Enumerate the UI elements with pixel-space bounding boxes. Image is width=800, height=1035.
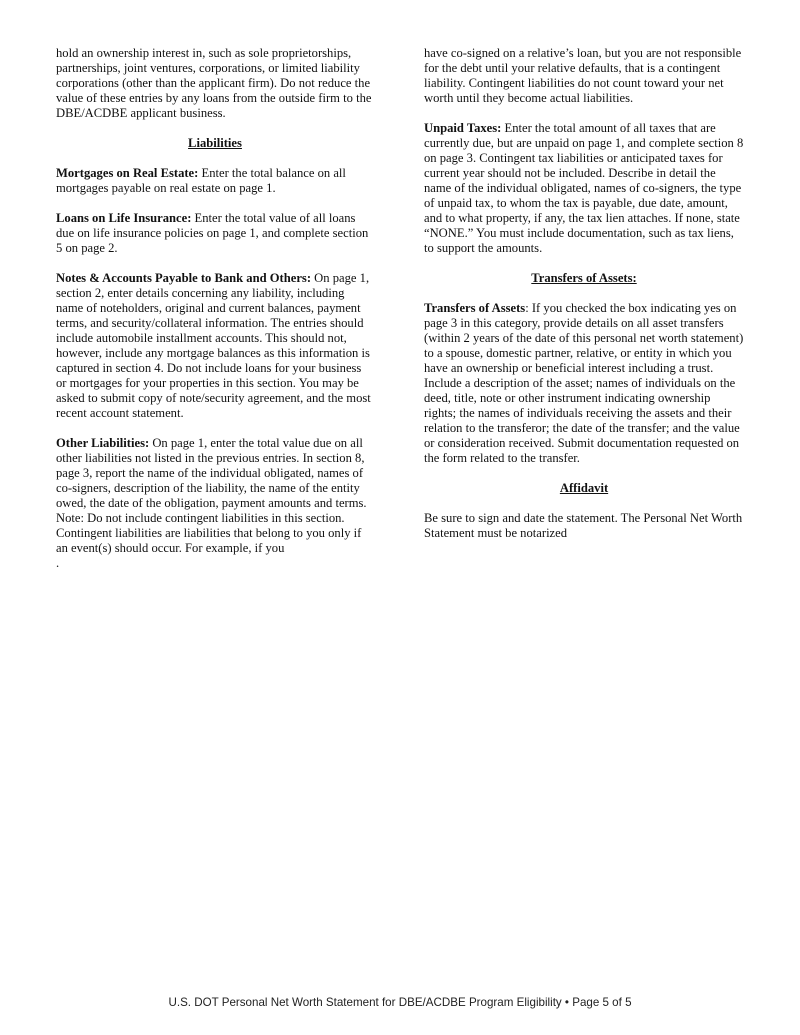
unpaid-taxes-text: Enter the total amount of all taxes that are currently due, but are unpaid on page 1, and complete section 8 on page 3. Contingent tax liabilities or anticipated taxes for current year should not be included. Describe in detail the name of the individual obligated, names of co-signers, the type of unpaid tax, to whom the tax is payable, due date, amount, and to what property, if any, the tax lien attaches. If none, state “NONE.” You must include documentation, such as tax liens, to support the amounts.	[424, 121, 744, 255]
mortgages-text: Enter the total balance on all mortgages payable on real estate on page 1.	[56, 166, 346, 195]
loans-life-paragraph	[56, 211, 374, 256]
unpaid-taxes-paragraph	[424, 121, 744, 256]
affidavit-paragraph: Be sure to sign and date the statement. The Personal Net Worth Statement must be notarized	[424, 511, 743, 540]
mortgages-paragraph	[56, 166, 374, 196]
page-footer: U.S. DOT Personal Net Worth Statement for DBE/ACDBE Program Eligibility • Page 5 of 5	[168, 996, 632, 1009]
loans-life-term: Loans on Life Insurance:	[56, 211, 192, 225]
notes-accounts-paragraph	[56, 271, 374, 421]
unpaid-taxes-term: Unpaid Taxes:	[424, 121, 502, 135]
other-liabilities-text: On page 1, enter the total value due on all other liabilities not listed in the previous entries. In section 8, page 3, report the name of the individual obligated, names of co-signers, description of the liability, the name of the entity owed, the date of the obligation, payment amounts and terms. Note: Do not include contingent liabilities in this section. Contingent liabilities are liabilities that belong to you only if an event(s) should occur. For example, if you	[56, 436, 367, 555]
transfers-term: Transfers of Assets	[424, 301, 526, 315]
trailing-dot: .	[56, 556, 60, 570]
right-column	[424, 46, 744, 556]
other-liabilities-term: Other Liabilities:	[56, 436, 150, 450]
liabilities-heading: Liabilities	[188, 136, 242, 150]
notes-accounts-term: Notes & Accounts Payable to Bank and Others:	[56, 271, 312, 285]
left-column	[56, 46, 374, 586]
transfers-text: : If you checked the box indicating yes on page 3 in this category, provide details on all asset transfers (within 2 years of the date of this personal net worth statement) to a spouse, domestic partner, relative, or entity in which you have an ownership or beneficial interest including a trust. Include a description of the asset; names of individuals on the deed, title, note or other instrument indicating ownership rights; the names of individuals receiving the assets and their relation to the transferor; the date of the transfer; and the value or consideration received. Submit documentation requested on the form related to the transfer.	[424, 301, 744, 465]
affidavit-heading: Affidavit	[559, 481, 609, 495]
loans-life-text: Enter the total value of all loans due on life insurance policies on page 1, and complete section 5 on page 2.	[56, 211, 369, 255]
other-liabilities-paragraph	[56, 436, 374, 556]
mortgages-term: Mortgages on Real Estate:	[56, 166, 199, 180]
intro-paragraph: hold an ownership interest in, such as sole proprietorships, partnerships, joint ventures, corporations, or limited liability corporations (other than the applicant firm). Do not reduce the value of these entries by any loans from the outside firm to the DBE/ACDBE applicant business.	[56, 46, 372, 120]
transfers-paragraph	[424, 301, 744, 466]
continuation-paragraph: have co-signed on a relative’s loan, but you are not responsible for the debt until your relative defaults, that is a contingent liability. Contingent liabilities do not count toward your net worth until they become actual liabilities.	[424, 46, 742, 105]
notes-accounts-text: On page 1, section 2, enter details concerning any liability, including name of noteholders, original and current balances, payment terms, and security/collateral information. The entries should include automobile installment accounts. This should not, however, include any mortgage balances as this information is captured in section 4. Do not include loans for your business or mortgages for your properties in this section. You may be asked to submit copy of note/security agreement, and the most recent account statement.	[56, 271, 371, 420]
transfers-heading: Transfers of Assets:	[531, 271, 637, 285]
